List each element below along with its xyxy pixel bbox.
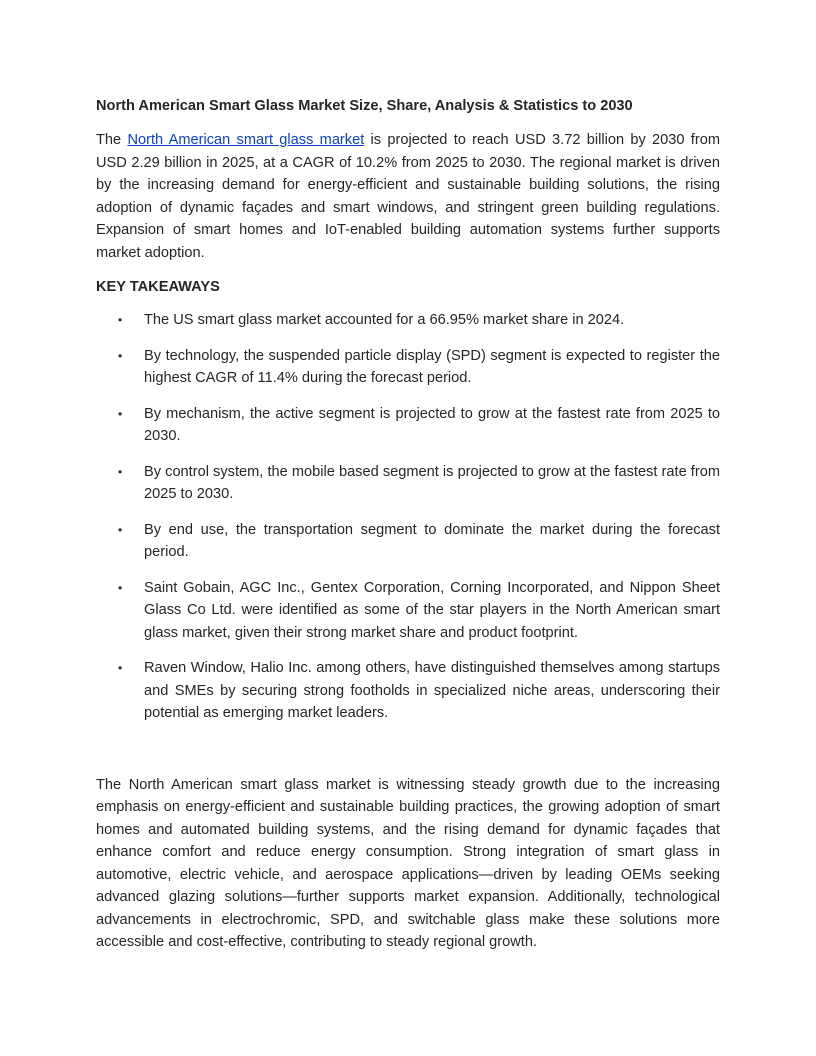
takeaway-text: Raven Window, Halio Inc. among others, have distinguished themselves among startups and SMEs by securing strong footholds in specialized niche areas, underscoring their potential as emerging market leaders. <box>144 660 720 721</box>
takeaway-text: By control system, the mobile based segment is projected to grow at the fastest rate from 2025 to 2030. <box>144 463 720 502</box>
bullet-icon: • <box>118 661 123 675</box>
takeaway-text: Saint Gobain, AGC Inc., Gentex Corporation, Corning Incorporated, and Nippon Sheet Glass Co Ltd. were identified as some of the star players in the North American smart glass market, given their strong market share and product footprint. <box>144 579 720 641</box>
takeaway-text: By mechanism, the active segment is projected to grow at the fastest rate from 2025 to 2030. <box>144 405 720 444</box>
bullet-icon: • <box>118 522 123 537</box>
takeaway-item <box>96 345 720 390</box>
bullet-icon: • <box>118 313 123 327</box>
takeaway-item <box>96 461 720 506</box>
key-takeaways-heading: KEY TAKEAWAYS <box>96 279 220 295</box>
takeaway-item <box>96 577 720 645</box>
key-takeaways-list <box>96 309 720 725</box>
intro-paragraph <box>96 129 720 264</box>
page-title: North American Smart Glass Market Size, Share, Analysis & Statistics to 2030 <box>96 98 633 114</box>
intro-prefix: The <box>96 132 128 148</box>
takeaway-item <box>96 657 720 725</box>
closing-paragraph: The North American smart glass market is witnessing steady growth due to the increasing emphasis on energy-efficient and sustainable building practices, the growing adoption of smart homes and automated building systems, and the rising demand for dynamic façades that enhance comfort and reduce energy consumption. Strong integration of smart glass in automotive, electric vehicle, and aerospace applications—driven by leading OEMs seeking advanced glazing solutions—further supports market expansion. Additionally, technological advancements in electrochromic, SPD, and switchable glass make these solutions more accessible and cost-effective, contributing to steady regional growth. <box>96 776 720 950</box>
bullet-icon: • <box>118 348 123 363</box>
bullet-icon: • <box>118 406 123 421</box>
takeaway-item <box>96 403 720 448</box>
takeaway-text: By end use, the transportation segment to dominate the market during the forecast period. <box>144 521 720 560</box>
takeaway-text: The US smart glass market accounted for a 66.95% market share in 2024. <box>144 312 625 328</box>
bullet-icon: • <box>118 580 123 595</box>
takeaway-text: By technology, the suspended particle display (SPD) segment is expected to register the highest CAGR of 11.4% during the forecast period. <box>144 347 720 386</box>
takeaway-item <box>96 309 720 332</box>
bullet-icon: • <box>118 464 123 479</box>
market-report-link[interactable]: North American smart glass market <box>127 132 365 148</box>
intro-text: is projected to reach USD 3.72 billion by 2030 from USD 2.29 billion in 2025, at a CAGR of 10.2% from 2025 to 2030. The regional market is driven by the increasing demand for energy-efficient and sustainable building solutions, the rising adoption of dynamic façades and smart windows, and stringent green building regulations. Expansion of smart homes and IoT-enabled building automation systems further supports market adoption. <box>96 132 720 261</box>
document-page <box>96 96 720 954</box>
takeaway-item <box>96 519 720 564</box>
